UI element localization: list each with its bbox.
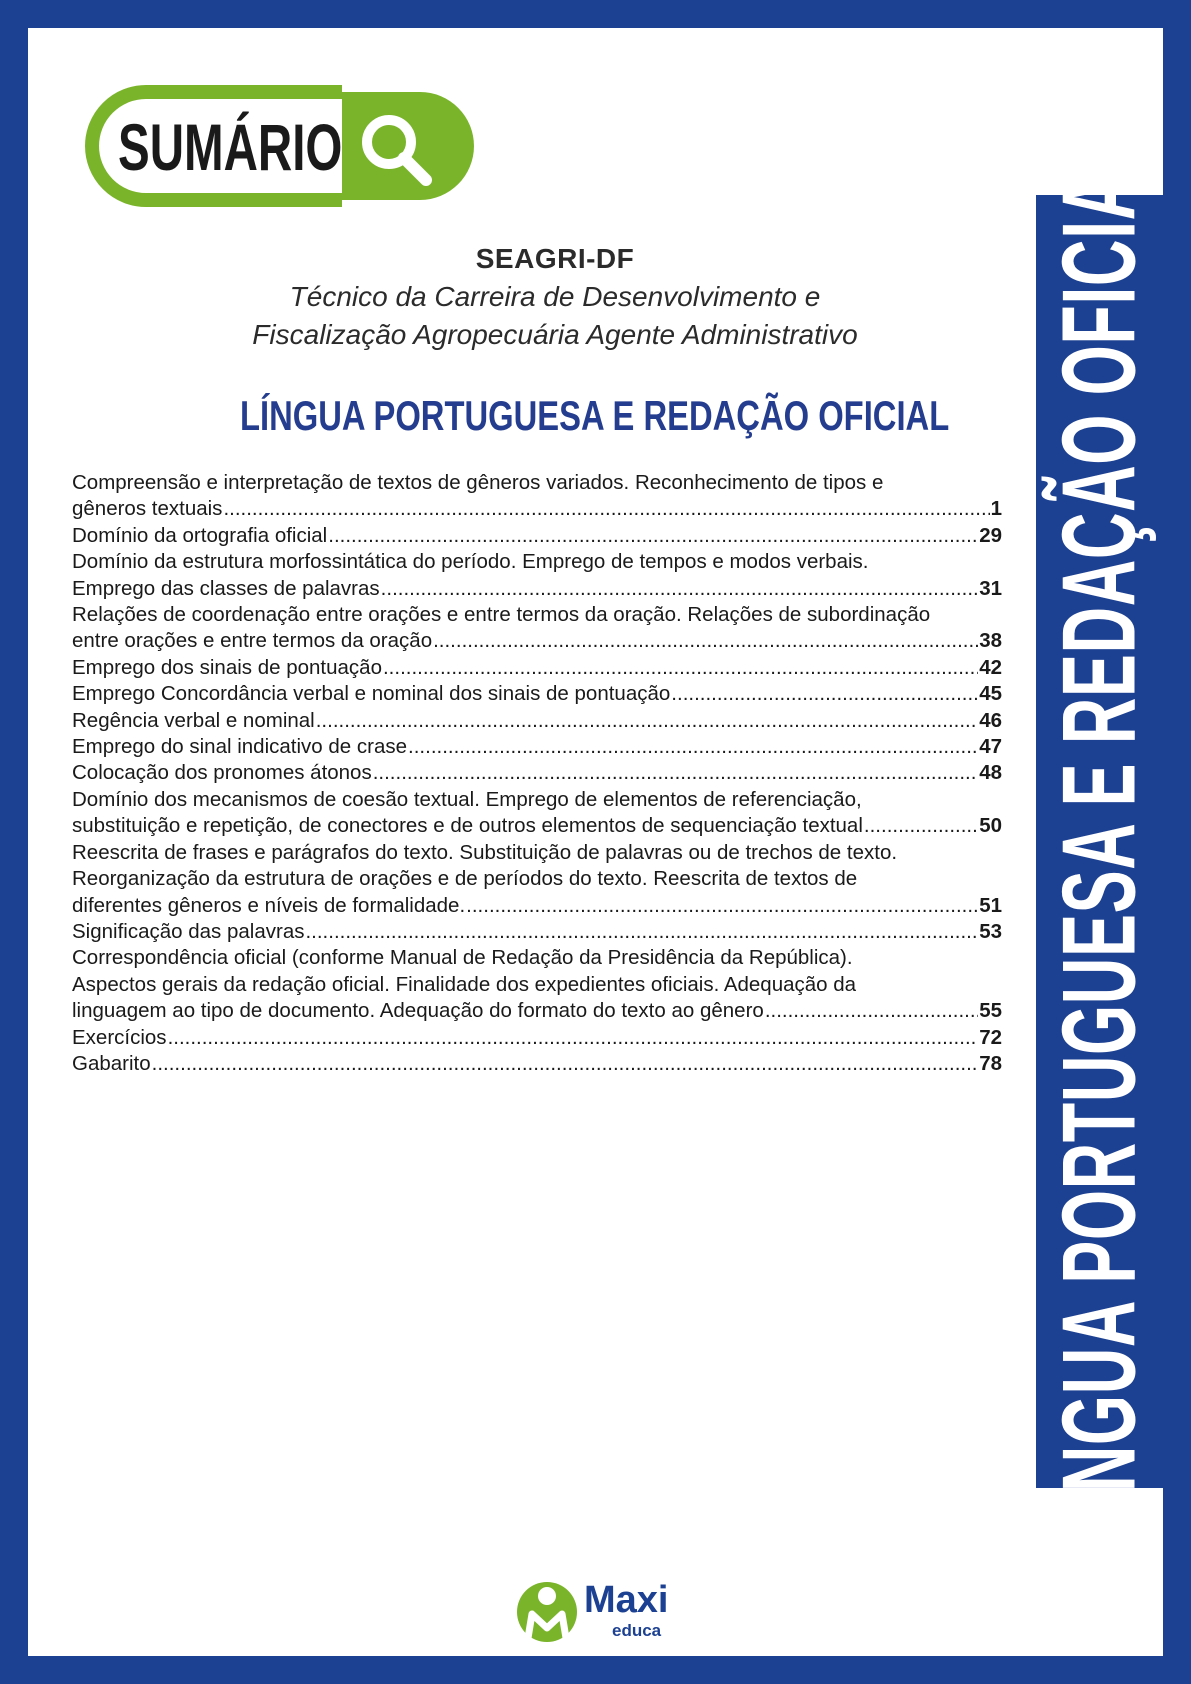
toc-entry-title: linguagem ao tipo de documento. Adequação do formato do texto ao gênero <box>72 999 764 1023</box>
toc-entry <box>72 549 1002 602</box>
toc-entry-last-line <box>72 893 1002 919</box>
toc-page-number: 47 <box>979 735 1002 759</box>
toc-entry-last-line <box>72 919 1002 945</box>
toc-page-number: 46 <box>979 708 1002 732</box>
toc-entry-line: Compreensão e interpretação de textos de gêneros variados. Reconhecimento de tipos e <box>72 471 884 494</box>
toc-dot-leader <box>305 919 978 945</box>
toc-entry <box>72 760 1002 786</box>
toc-dot-leader <box>168 1025 979 1051</box>
toc-entry-line: Correspondência oficial (conforme Manual de Redação da Presidência da República). <box>72 946 853 970</box>
toc-entry-last-line <box>72 760 1002 786</box>
section-title-text: LÍNGUA PORTUGUESA E REDAÇÃO OFICIAL <box>240 392 950 439</box>
toc-entry-last-line <box>72 496 1002 522</box>
table-of-contents <box>72 470 1002 1077</box>
side-band <box>1036 132 1163 1551</box>
toc-dot-leader <box>408 734 978 760</box>
toc-page-number: 31 <box>979 576 1002 600</box>
sumario-label: SUMÁRIO <box>118 110 343 184</box>
header-role-line1: Técnico da Carreira de Desenvolvimento e <box>289 281 821 312</box>
toc-entry-last-line <box>72 655 1002 681</box>
toc-page-number: 50 <box>979 814 1002 838</box>
maxi-word: Maxi <box>584 1579 669 1621</box>
toc-entry <box>72 655 1002 681</box>
toc-entry-title: gêneros textuais <box>72 497 223 521</box>
toc-page-number: 78 <box>979 1051 1002 1075</box>
toc-entry-title: Emprego das classes de palavras <box>72 576 380 600</box>
toc-entry <box>72 787 1002 840</box>
toc-entry <box>72 945 1002 1024</box>
toc-dot-leader <box>152 1051 979 1077</box>
toc-entry-last-line <box>72 576 1002 602</box>
toc-entry-last-line <box>72 998 1002 1024</box>
toc-entry-title: Emprego dos sinais de pontuação <box>72 655 382 679</box>
toc-entry <box>72 523 1002 549</box>
header-role <box>140 278 970 354</box>
toc-entry-title: substituição e repetição, de conectores e de outros elementos de sequenciação textual <box>72 814 863 838</box>
toc-entry-line: Relações de coordenação entre orações e entre termos da oração. Relações de subordinação <box>72 603 931 627</box>
toc-entry-line: Reescrita de frases e parágrafos do texto. Substituição de palavras ou de trechos de texto. <box>72 840 898 864</box>
toc-entry <box>72 1051 1002 1077</box>
toc-entry-line: Domínio dos mecanismos de coesão textual. Emprego de elementos de referenciação, <box>72 787 862 811</box>
toc-dot-leader <box>381 576 979 602</box>
toc-entry <box>72 681 1002 707</box>
toc-entry-last-line <box>72 1051 1002 1077</box>
toc-page-number: 48 <box>979 761 1002 785</box>
toc-entry-title: Domínio da ortografia oficial <box>72 523 328 547</box>
toc-entry <box>72 470 1002 523</box>
toc-page-number: 29 <box>979 523 1002 547</box>
toc-entry-last-line <box>72 628 1002 654</box>
toc-entry-title: Gabarito <box>72 1051 151 1075</box>
header-org: SEAGRI-DF <box>475 243 635 274</box>
toc-dot-leader <box>466 893 978 919</box>
toc-entry <box>72 840 1002 919</box>
toc-entry-title: diferentes gêneros e níveis de formalidade. <box>72 893 466 917</box>
toc-entry <box>72 708 1002 734</box>
toc-entry <box>72 602 1002 655</box>
toc-entry-title: Significação das palavras <box>72 919 305 943</box>
toc-dot-leader <box>671 681 978 707</box>
toc-dot-leader <box>765 998 978 1024</box>
toc-entry-line: Aspectos gerais da redação oficial. Finalidade dos expedientes oficiais. Adequação da <box>72 972 857 996</box>
sumario-logo <box>84 84 482 208</box>
maxi-educa-logo <box>514 1574 684 1648</box>
toc-page-number: 38 <box>979 629 1002 653</box>
toc-entry-last-line <box>72 734 1002 760</box>
toc-entry-last-line <box>72 813 1002 839</box>
toc-entry-last-line <box>72 1025 1002 1051</box>
toc-entry-line: Reorganização da estrutura de orações e de períodos do texto. Reescrita de textos de <box>72 867 858 891</box>
toc-dot-leader <box>433 628 978 654</box>
toc-dot-leader <box>383 655 978 681</box>
toc-entry-title: Exercícios <box>72 1025 167 1049</box>
toc-dot-leader <box>864 813 978 839</box>
maxi-logo-icon <box>514 1574 580 1648</box>
toc-entry-title: Colocação dos pronomes átonos <box>72 761 372 785</box>
toc-entry-last-line <box>72 523 1002 549</box>
toc-page-number: 1 <box>990 497 1002 521</box>
toc-entry-last-line <box>72 681 1002 707</box>
toc-page-number: 53 <box>979 919 1002 943</box>
toc-dot-leader <box>328 523 978 549</box>
toc-entry-line: Domínio da estrutura morfossintática do período. Emprego de tempos e modos verbais. <box>72 550 869 574</box>
toc-entry-title: Regência verbal e nominal <box>72 708 315 732</box>
maxi-sub: educa <box>612 1621 662 1640</box>
toc-page-number: 42 <box>979 655 1002 679</box>
toc-page-number: 45 <box>979 682 1002 706</box>
side-title: LÍNGUA PORTUGUESA E REDAÇÃO OFICIAL <box>1041 132 1157 1551</box>
toc-entry <box>72 1025 1002 1051</box>
toc-entry-title: entre orações e entre termos da oração <box>72 629 433 653</box>
toc-dot-leader <box>373 760 978 786</box>
toc-dot-leader <box>223 496 989 522</box>
section-title <box>140 392 970 440</box>
toc-page-number: 55 <box>979 999 1002 1023</box>
toc-entry <box>72 919 1002 945</box>
toc-entry-last-line <box>72 708 1002 734</box>
toc-page-number: 51 <box>979 893 1002 917</box>
header-role-line2: Fiscalização Agropecuária Agente Administrativo <box>252 319 858 350</box>
toc-entry <box>72 734 1002 760</box>
toc-entry-title: Emprego Concordância verbal e nominal dos sinais de pontuação <box>72 682 671 706</box>
toc-dot-leader <box>316 708 978 734</box>
toc-entry-title: Emprego do sinal indicativo de crase <box>72 735 408 759</box>
toc-page-number: 72 <box>979 1025 1002 1049</box>
